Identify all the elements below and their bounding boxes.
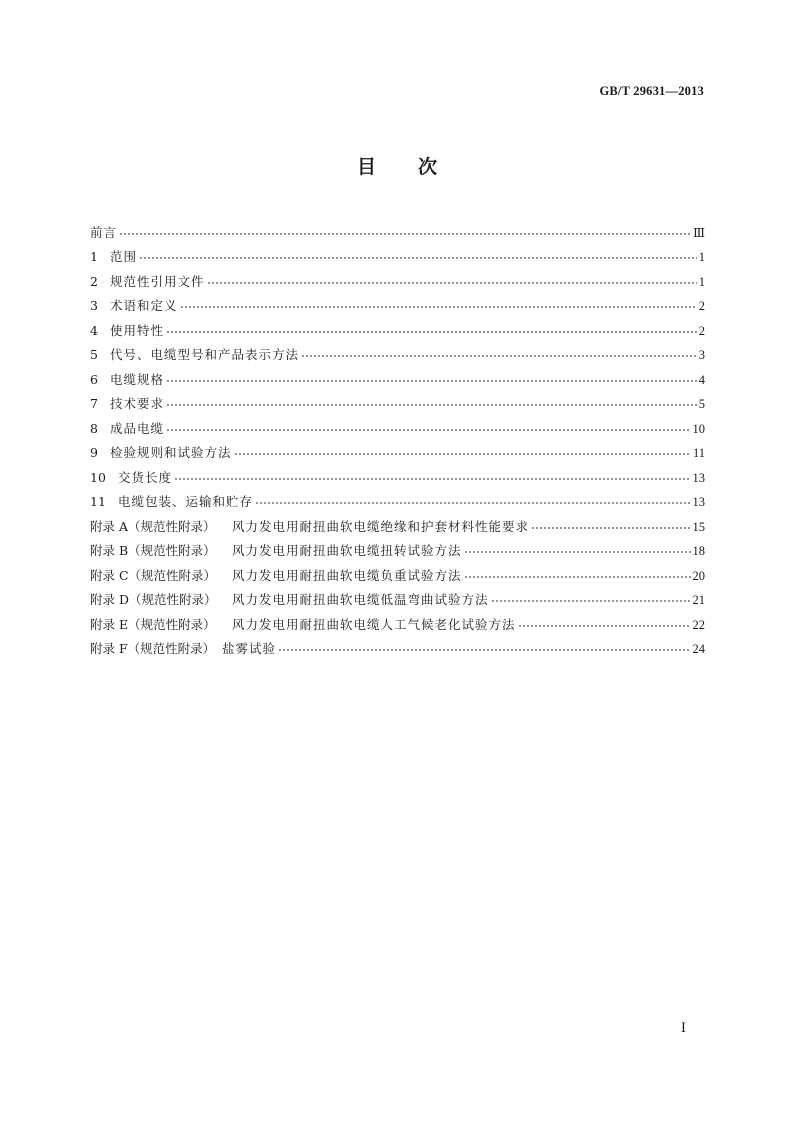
toc-annex-label: 附录 C（规范性附录） — [90, 567, 217, 583]
toc-number: 4 — [90, 322, 98, 338]
toc-label: 盐雾试验 — [222, 641, 277, 656]
toc-number: 5 — [90, 347, 98, 362]
toc-page-number: 20 — [692, 568, 705, 583]
toc-page-number: 13 — [692, 495, 705, 509]
toc-page-number: Ⅲ — [692, 225, 705, 240]
toc-row-8[interactable] — [90, 412, 705, 437]
toc-label: 技术要求 — [110, 396, 165, 411]
toc-row-annex-c[interactable] — [90, 559, 705, 584]
toc-row-4[interactable] — [90, 314, 705, 339]
toc-row-3[interactable] — [90, 290, 705, 315]
toc-label: 风力发电用耐扭曲软电缆低温弯曲试验方法 — [232, 592, 489, 607]
toc-page-number: 10 — [692, 421, 705, 436]
toc-annex-label: 附录 F（规范性附录） — [90, 641, 216, 656]
toc-number: 9 — [90, 445, 98, 460]
toc-number: 8 — [90, 420, 98, 436]
toc-label: 交货长度 — [118, 469, 173, 485]
toc-row-6[interactable] — [90, 363, 705, 388]
toc-leader-dots — [139, 250, 697, 262]
toc-leader-dots — [301, 348, 697, 360]
toc-page-number: 1 — [698, 274, 705, 289]
toc-leader-dots — [278, 642, 690, 654]
toc-page-number: 22 — [692, 617, 705, 632]
toc-leader-dots — [518, 618, 691, 630]
toc-page-number: 13 — [692, 470, 705, 485]
page-number: Ⅰ — [680, 1020, 686, 1035]
toc-leader-dots — [166, 397, 697, 409]
toc-row-2[interactable] — [90, 265, 705, 290]
toc-leader-dots — [166, 373, 697, 385]
toc-label: 风力发电用耐扭曲软电缆人工气候老化试验方法 — [232, 616, 516, 632]
standard-code: GB/T 29631—2013 — [599, 84, 704, 98]
toc-number: 7 — [90, 396, 98, 411]
toc-label: 成品电缆 — [110, 420, 165, 436]
toc-label: 代号、电缆型号和产品表示方法 — [110, 347, 300, 362]
toc-leader-dots — [166, 324, 697, 336]
toc-row-annex-e[interactable] — [90, 608, 705, 633]
toc-page-number: 5 — [698, 397, 705, 411]
title-char-1: 目 — [356, 156, 376, 178]
toc-page-number: 24 — [692, 642, 705, 656]
toc-number: 6 — [90, 371, 98, 387]
toc-row-10[interactable] — [90, 461, 705, 486]
toc-annex-label: 附录 B（规范性附录） — [90, 543, 216, 558]
toc-row-5[interactable] — [90, 339, 705, 364]
toc-row-annex-b[interactable] — [90, 535, 705, 560]
toc-row-foreword[interactable] — [90, 216, 705, 241]
toc-leader-dots — [234, 446, 691, 458]
toc-label: 使用特性 — [110, 322, 165, 338]
toc-page-number: 4 — [698, 372, 705, 387]
toc-leader-dots — [464, 544, 691, 556]
toc-page-number: 2 — [698, 299, 705, 313]
toc-leader-dots — [174, 471, 690, 483]
toc-page-number: 11 — [692, 446, 705, 460]
toc-label: 规范性引用文件 — [110, 273, 205, 289]
toc-label: 风力发电用耐扭曲软电缆绝缘和护套材料性能要求 — [232, 518, 530, 534]
toc-page-number: 15 — [692, 519, 705, 534]
toc-page-number: 1 — [698, 250, 705, 264]
toc-number: 2 — [90, 273, 98, 289]
toc-leader-dots — [531, 520, 690, 532]
toc-number: 10 — [90, 469, 106, 485]
toc-label: 前言 — [90, 224, 118, 240]
toc-leader-dots — [464, 569, 691, 581]
toc-label: 电缆规格 — [110, 371, 165, 387]
toc-leader-dots — [255, 495, 690, 507]
toc-label: 术语和定义 — [110, 298, 178, 313]
title-char-2: 次 — [418, 156, 438, 178]
toc-page-number: 21 — [692, 593, 705, 607]
toc-row-annex-f[interactable] — [90, 633, 705, 658]
toc-label: 检验规则和试验方法 — [110, 445, 232, 460]
toc-page-number: 3 — [698, 348, 705, 362]
toc-page-number: 18 — [692, 544, 705, 558]
toc-leader-dots — [180, 299, 697, 311]
toc-label: 风力发电用耐扭曲软电缆负重试验方法 — [232, 567, 462, 583]
toc-number: 3 — [90, 298, 98, 313]
toc-leader-dots — [166, 422, 690, 434]
toc-row-7[interactable] — [90, 388, 705, 413]
toc-row-1[interactable] — [90, 241, 705, 266]
toc-number: 11 — [90, 494, 106, 509]
toc-number: 1 — [90, 249, 98, 264]
toc-row-9[interactable] — [90, 437, 705, 462]
toc-leader-dots — [207, 275, 697, 287]
toc-leader-dots — [119, 226, 691, 238]
toc-row-annex-d[interactable] — [90, 584, 705, 609]
toc-page-number: 2 — [698, 323, 705, 338]
toc-annex-label: 附录 D（规范性附录） — [90, 592, 217, 607]
page-title — [0, 152, 794, 179]
toc-row-11[interactable] — [90, 486, 705, 511]
toc-label: 电缆包装、运输和贮存 — [118, 494, 254, 509]
toc-annex-label: 附录 A（规范性附录） — [90, 518, 216, 534]
table-of-contents — [90, 216, 705, 657]
toc-label: 范围 — [110, 249, 138, 264]
toc-leader-dots — [491, 593, 691, 605]
toc-label: 风力发电用耐扭曲软电缆扭转试验方法 — [232, 543, 462, 558]
toc-row-annex-a[interactable] — [90, 510, 705, 535]
toc-annex-label: 附录 E（规范性附录） — [90, 616, 216, 632]
